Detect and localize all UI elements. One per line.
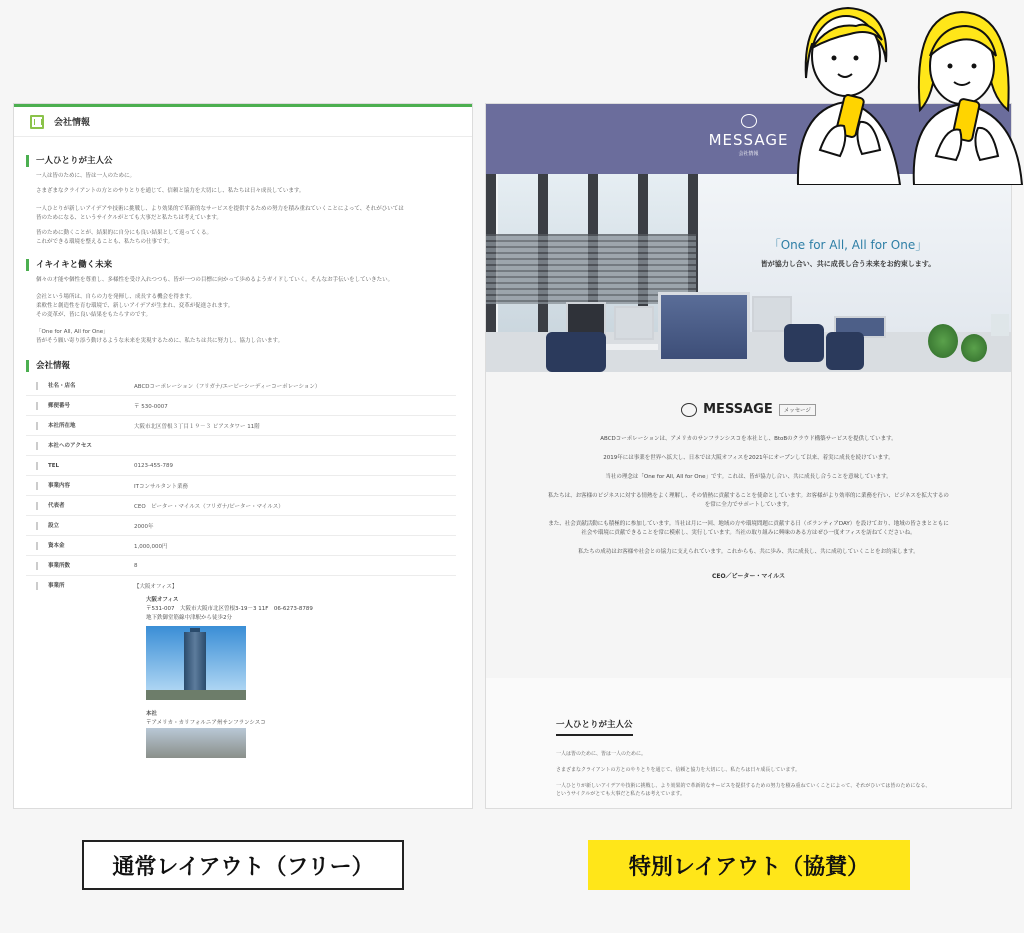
ceo-signature: CEO／ピーター・マイルス: [711, 573, 786, 580]
girl-with-phone-illustration: [914, 12, 1022, 185]
section-text: 柔軟性と創造性を育む環境で、新しいアイデアが生まれ、変革が促進されます。: [36, 303, 234, 309]
hero-quote-sub: 皆が協力し合い、共に成長し合う未来をお約束します。: [760, 260, 936, 268]
section-text: 一人は皆のために、皆は一人のために。: [36, 173, 136, 179]
message-tag: メッセージ: [779, 404, 816, 416]
table-row: [26, 516, 456, 536]
row-value: 【大阪オフィス】: [134, 584, 178, 590]
section-text: さまざまなクライアントの方とのやりとりを通じて、信頼と協力を大切にし、私たちは日々成長しています。: [36, 188, 305, 194]
hq-label: 本社: [146, 711, 158, 717]
table-row: [26, 456, 456, 476]
company-info-title: 会社情報: [54, 118, 91, 128]
row-label: 本社へのアクセス: [36, 442, 134, 450]
special-layout-label: 特別レイアウト（協賛）: [588, 840, 910, 890]
message-paragraph: 私たちの成功はお客様や社会との協力に支えられています。これからも、共に歩み、共に成長し、共に成功していくことをお約束します。: [578, 549, 919, 555]
office-name: 大阪オフィス: [146, 597, 179, 603]
message-title: MESSAGE: [703, 402, 773, 417]
office-details: [26, 596, 456, 758]
row-label: 資本金: [36, 542, 134, 550]
section-text: 皆のために動くことが、結果的に自分にも良い結果として返ってくる。: [36, 230, 213, 236]
section-text: 会社という場所は、自らの力を発揮し、成長する機会を得ます。: [36, 294, 196, 300]
vision-text: というサイクルがとても大事だと私たちは考えています。: [556, 791, 686, 797]
message-section: [486, 372, 1011, 678]
building-icon: [30, 115, 44, 129]
boy-with-phone-illustration: [798, 8, 900, 185]
row-label: 事業所: [36, 582, 134, 590]
section-text: その変革が、皆に良い結果をもたらすのです。: [36, 312, 152, 318]
section-heading-future: イキイキと働く未来: [26, 259, 456, 271]
office-building-photo: [146, 626, 246, 700]
table-row: [26, 376, 456, 396]
city-photo: [146, 728, 246, 758]
table-row: [26, 556, 456, 576]
hero-quote-main: 「One for All, All for One」: [768, 238, 928, 252]
table-row: [26, 476, 456, 496]
table-row: [26, 436, 456, 456]
row-label: 郵便番号: [36, 402, 134, 410]
characters-illustration: [790, 0, 1024, 185]
row-value: 〒 530-0007: [134, 403, 168, 410]
row-value: ABCDコーポレーション（フリガナ/エービーシーディーコーポレーション）: [134, 383, 321, 390]
message-paragraph: 2019年には事業を世界へ拡大し、日本では大阪オフィスを2021年にオープンして以来、着実に成長を続けています。: [603, 455, 894, 461]
row-label: 事業所数: [36, 562, 134, 570]
vision-heading: 一人ひとりが主人公: [556, 718, 633, 736]
chat-bubble-icon: [681, 403, 697, 417]
table-row: [26, 576, 456, 596]
table-row: [26, 416, 456, 436]
section-text: これができる環境を整えることも、私たちの仕事です。: [36, 239, 174, 245]
office-address: 〒531-007 大阪市大阪市北区曽根3-19－3 11F 06-6273-8789: [146, 606, 313, 612]
hq-address: 〒アメリカ・カリフォルニア州サンフランシスコ: [146, 720, 266, 726]
vision-text: 一人は皆のために、皆は一人のために。: [556, 751, 647, 757]
message-paragraph: 私たちは、お客様のビジネスに対する情熱をよく理解し、その情熱に貢献することを使命としています。お客様がより効率的に業務を行い、ビジネスを拡大するのを常に全力でサポートしています。: [548, 493, 949, 508]
banner-title: MESSAGE: [708, 131, 789, 149]
table-row: [26, 396, 456, 416]
section-text: 一人ひとりが新しいアイデアや技術に挑戦し、より効果的で革新的なサービスを提供するための努力を積み重ねていくことによって、それがひいては: [36, 206, 404, 212]
section-text: 個々の才能や個性を尊重し、多様性を受け入れつつも、皆が一つの目標に向かって歩めるようガイドしていく。そんなお手伝いをしていきたい。: [36, 277, 394, 283]
free-layout-preview: [13, 103, 473, 809]
row-label: 代表者: [36, 502, 134, 510]
office-hero-image: [486, 174, 1011, 372]
table-row: [26, 496, 456, 516]
section-text: 皆のためになる、というサイクルがとても大事だと私たちは考えています。: [36, 215, 222, 221]
free-layout-label: 通常レイアウト（フリー）: [82, 840, 404, 890]
row-value: ITコンサルタント業務: [134, 483, 188, 490]
message-paragraph: ABCDコーポレーションは、アメリカのサンフランシスコを本社とし、BtoBのクラウド構築サービスを提供しています。: [600, 436, 897, 442]
message-paragraph: 当社の理念は「One for All, All for One」です。これは、皆が協力し合い、共に成長し合うことを意味しています。: [605, 474, 892, 480]
banner-subtitle: 会社情報: [738, 151, 759, 157]
row-value: 1,000,000円: [134, 543, 168, 550]
row-value: 8: [134, 562, 138, 569]
row-value: CEO ピーター・マイルス（フリガナ/ピーター・マイルス）: [134, 503, 284, 510]
vision-text: 一人ひとりが新しいアイデアや技術に挑戦し、より効果的で革新的なサービスを提供するための努力を積み重ねていくことによって、それがひいては皆のためになる、: [556, 783, 931, 789]
company-info-header: [14, 107, 472, 137]
office-access: 地下鉄御堂筋線中津駅から徒歩2分: [146, 615, 233, 621]
row-value: 2000年: [134, 523, 154, 530]
table-row: [26, 536, 456, 556]
row-label: 社名・店名: [36, 382, 134, 390]
row-label: 本社所在地: [36, 422, 134, 430]
company-info-table: [26, 376, 456, 596]
special-layout-preview: [485, 103, 1012, 809]
row-label: TEL: [36, 462, 134, 470]
vision-section: [486, 678, 1011, 798]
row-value: 大阪市北区曽根３丁目１９－３ ビアスタワー 11階: [134, 423, 260, 430]
section-text: 皆がそう願い寄り添う動けるような未来を実現するために、私たちは共に努力し、協力し合います。: [36, 338, 284, 344]
message-paragraph: また、社会貢献活動にも積極的に参加しています。当社は月に一回、地域の方や環境問題に貢献する日（ボランティアDAY）を設けており、地域の皆さまとともに社会や環境に貢献できることを常に模索し、実行しています。当社の取り組みに興味のある方はぜひ一度オフィスを訪ねてくださいね。: [548, 521, 949, 536]
row-label: 事業内容: [36, 482, 134, 490]
section-text: 「One for All, All for One」: [36, 329, 109, 335]
vision-text: さまざまなクライアントの方とのやりとりを通じて、信頼と協力を大切にし、私たちは日々成長しています。: [556, 767, 801, 773]
hero-quote: [718, 236, 978, 269]
row-value: 0123-455-789: [134, 462, 173, 469]
row-label: 設立: [36, 522, 134, 530]
monitor: [658, 292, 750, 362]
section-heading-protagonist: 一人ひとりが主人公: [26, 155, 456, 167]
chat-bubble-icon: [741, 114, 757, 128]
section-heading-company-info: 会社情報: [26, 360, 456, 372]
